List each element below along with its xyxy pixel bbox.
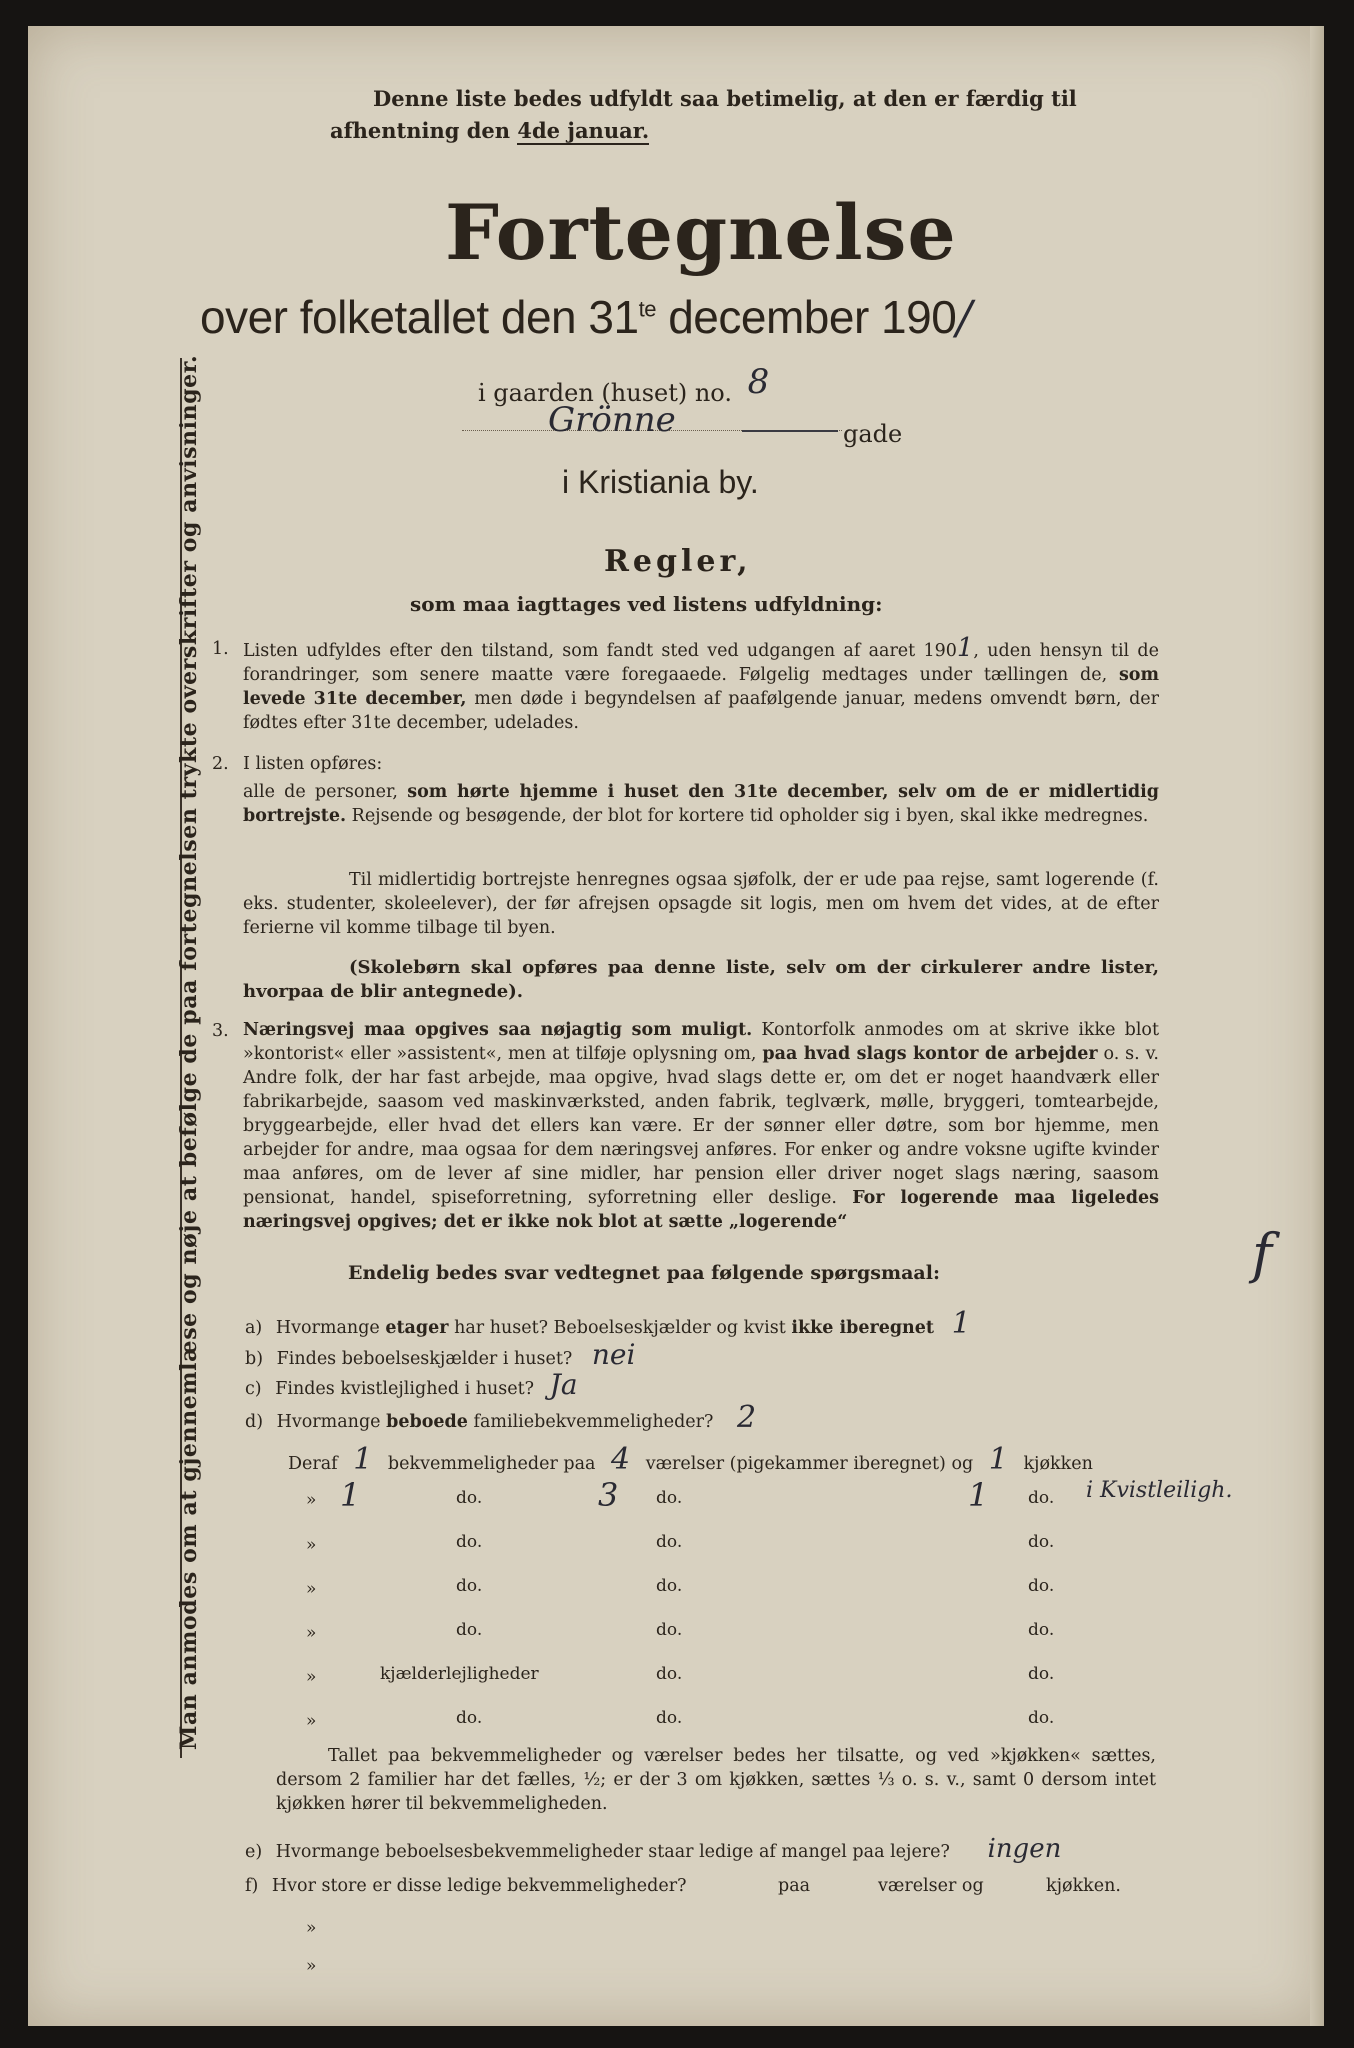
question-f-text: Hvor store er disse ledige bekvemmeligheder? (271, 1876, 687, 1896)
rule1-bold: som levede 31te december, (243, 665, 1159, 709)
question-e-text: Hvormange beboelsesbekvemmeligheder staar ledige af mangel paa lejere? (275, 1842, 950, 1862)
rule1-text (243, 633, 1159, 735)
rule3-part-b: o. s. v. Andre folk, der har fast arbejde, maa opgive, hvad slags dette er, om det er noget haandværk eller fabrikarbejde, saasom ved maskinværksted, anden fabrik, teglværk, mølle, bryggeri, tomtearbejde, bryggearbejde, eller hvad det ellers kan være. Er der sønner eller døtre, som bor hjemme, men arbejder for andre, maa ogsaa for dem næringsvej anføres. For enker og andre voksne ugifte kvinder maa anføres, om de lever af sine midler, har pension eller driver noget slags næring, saasom pensionat, handel, spiseforretning, syforretning eller deslige. (243, 1044, 1159, 1208)
rule3-bold3: For logerende maa ligeledes næringsvej opgives; det er ikke nok blot at sætte „logerende“ (243, 1188, 1159, 1232)
question-f-paa: paa (778, 1876, 811, 1896)
paper-edge (1310, 26, 1324, 2026)
question-a-label: a) (245, 1318, 263, 1338)
street-dash (742, 430, 838, 432)
table-row2-count: 1 (340, 1476, 361, 1514)
title-sub-sup: te (638, 296, 656, 322)
question-d-answer: 2 (736, 1400, 757, 1435)
rule2-paragraph3: (Skolebørn skal opføres paa denne liste, selv om der cirkulerer andre lister, hvorpaa de blir antegnede). (243, 957, 1159, 1002)
table-row3-do3: do. (1028, 1532, 1055, 1552)
question-f-kjokken: kjøkken. (1046, 1876, 1121, 1896)
question-b-label: b) (245, 1349, 264, 1369)
question-b-answer: nei (591, 1338, 636, 1371)
question-b-text: Findes beboelseskjælder i huset? (276, 1349, 573, 1369)
question-c-answer: Ja (549, 1368, 578, 1401)
table-row2-do2: do. (656, 1488, 683, 1508)
header-note-line2 (330, 118, 649, 143)
table-col-vaerelser: værelser (pigekammer iberegnet) og (645, 1454, 974, 1474)
questions-intro: Endelig bedes svar vedtegnet paa følgende spørgsmaal: (348, 1262, 940, 1284)
rule2-text (243, 780, 1159, 828)
question-e-answer: ingen (987, 1834, 1062, 1864)
question-d-bold: beboede (386, 1412, 468, 1432)
rule1-part-c: men døde i begyndelsen af paafølgende januar, medens omvendt børn, der fødtes efter 31te december, udelades. (243, 689, 1159, 733)
rule2-part-a: alle de personer, (243, 782, 399, 802)
side-instruction: Man anmodes om at gjennemlæse og nøje at befølge de paa fortegnelsen trykte overskrifter og anvisninger. (176, 354, 202, 1750)
rule1-number: 1. (212, 639, 229, 659)
rule3-part-a: Kontorfolk anmodes om at skrive ikke blot »kontorist« eller »assistent«, men at tilføje oplysning om, (243, 1020, 1159, 1064)
rule2-number: 2. (212, 754, 229, 774)
table-row4-ditto: » (306, 1579, 317, 1599)
question-f-label: f) (245, 1876, 259, 1896)
rule2-part-b: Rejsende og besøgende, der blot for kortere tid opholder sig i byen, skal ikke medregnes. (351, 806, 1149, 826)
table-row2-note: i Kvistleiligh. (1086, 1478, 1233, 1503)
city-name: i Kristiania by. (562, 464, 759, 500)
table-row2-ditto: » (306, 1490, 317, 1510)
rule2-paragraph2: Til midlertidig bortrejste henregnes ogsaa sjøfolk, der er ude paa rejse, samt logerende (f. eks. studenter, skoleelever), der før afrejsen opsagde sit logis, men om hvem det vides, at de efter ferierne vil komme tilbage til byen. (243, 870, 1159, 938)
title-main: Fortegnelse (445, 188, 957, 277)
question-a-answer: 1 (951, 1306, 971, 1341)
rule2-bold: som hørte hjemme i huset den 31te december, selv om de er midlertidig bortrejste. (243, 782, 1159, 826)
street-suffix: gade (843, 420, 903, 448)
table-kjaelder-label: kjælderlejligheder (380, 1664, 539, 1684)
question-c (245, 1368, 578, 1401)
footer-note: Tallet paa bekvemmeligheder og værelser bedes her tilsatte, og ved »kjøkken« sættes, dersom 2 familier har det fælles, ½; er der 3 om kjøkken, sættes ⅓ o. s. v., samt 0 dersom intet kjøkken hører til bekvemmeligheden. (276, 1746, 1156, 1814)
table-row7-ditto: » (306, 1711, 317, 1731)
rule3-bold2: paa hvad slags kontor de arbejder (762, 1044, 1098, 1064)
header-note-date: 4de januar. (517, 118, 650, 143)
table-row7-do2: do. (656, 1708, 683, 1728)
table-header (288, 1442, 1093, 1477)
question-a (245, 1306, 971, 1341)
table-row3-ditto: » (306, 1535, 317, 1555)
question-d-text2: familiebekvemmeligheder? (473, 1412, 714, 1432)
footer-ditto-1: » (306, 1918, 317, 1938)
question-a-bold2: ikke iberegnet (791, 1318, 935, 1338)
question-b (245, 1338, 635, 1371)
title-sub-suffix: december 190 (668, 291, 957, 343)
table-col-kjokken: kjøkken (1023, 1454, 1093, 1474)
table-row1-count: 1 (353, 1442, 373, 1477)
table-row2-do3: do. (1028, 1488, 1055, 1508)
rule3-bold1: Næringsvej maa opgives saa nøjagtig som muligt. (243, 1020, 753, 1040)
table-row6-do2: do. (656, 1664, 683, 1684)
title-sub (200, 290, 971, 344)
house-label-text: i gaarden (huset) no. (478, 379, 732, 407)
rule1-part-a: Listen udfyldes efter den tilstand, som fandt sted ved udgangen af aaret 190 (243, 641, 957, 661)
rule1-year-handwritten: 1 (956, 633, 974, 663)
header-note-line1: Denne liste bedes udfyldt saa betimelig, at den er færdig til (373, 86, 1077, 111)
question-f (245, 1876, 686, 1896)
rule3-number: 3. (212, 1021, 229, 1041)
question-e (245, 1834, 1061, 1864)
table-row3-do2: do. (656, 1532, 683, 1552)
table-row6-ditto: » (306, 1667, 317, 1687)
rules-heading: Regler, (604, 544, 752, 579)
table-row5-do2: do. (656, 1620, 683, 1640)
rules-subheading: som maa iagttages ved listens udfyldning: (410, 592, 883, 616)
question-a-text1: Hvormange (275, 1318, 380, 1338)
table-row2-kitchen: 1 (968, 1476, 989, 1514)
question-d-label: d) (245, 1412, 264, 1432)
question-a-text2: har huset? Beboelseskjælder og kvist (454, 1318, 786, 1338)
table-row4-do3: do. (1028, 1576, 1055, 1596)
table-row5-ditto: » (306, 1623, 317, 1643)
question-c-label: c) (245, 1379, 262, 1399)
table-row7-do1: do. (456, 1708, 483, 1728)
house-number-handwritten: 8 (747, 362, 770, 402)
question-e-label: e) (245, 1842, 263, 1862)
table-row1-rooms: 4 (611, 1442, 631, 1477)
question-a-bold1: etager (385, 1318, 449, 1338)
table-col-bekvemmeligheder: bekvemmeligheder paa (387, 1454, 596, 1474)
margin-check-mark: f (1252, 1222, 1272, 1285)
table-row5-do1: do. (456, 1620, 483, 1640)
question-c-text: Findes kvistlejlighed i huset? (275, 1379, 535, 1399)
header-note-prefix: afhentning den (330, 118, 511, 143)
table-row7-do3: do. (1028, 1708, 1055, 1728)
question-d (245, 1400, 756, 1435)
table-row2-do1: do. (456, 1488, 483, 1508)
table-row6-do3: do. (1028, 1664, 1055, 1684)
title-year-handwritten: / (956, 290, 972, 344)
table-row5-do3: do. (1028, 1620, 1055, 1640)
footer-ditto-2: » (306, 1956, 317, 1976)
table-row3-do1: do. (456, 1532, 483, 1552)
street-name-handwritten: Grönne (548, 400, 676, 440)
rule2-head: I listen opføres: (243, 754, 383, 774)
table-row4-do2: do. (656, 1576, 683, 1596)
question-d-text1: Hvormange (276, 1412, 381, 1432)
rule1-part-b: , uden hensyn til de forandringer, som senere maatte være foregaaede. Følgelig medtages under tællingen de, (243, 641, 1159, 685)
rule3-text (243, 1018, 1159, 1234)
title-sub-prefix: over folketallet den 31 (200, 291, 639, 343)
table-row2-rooms: 3 (598, 1476, 619, 1514)
question-f-vaerelser: værelser og (878, 1876, 984, 1896)
table-row1-kitchen: 1 (988, 1442, 1008, 1477)
table-row4-do1: do. (456, 1576, 483, 1596)
table-deraf: Deraf (288, 1454, 338, 1474)
